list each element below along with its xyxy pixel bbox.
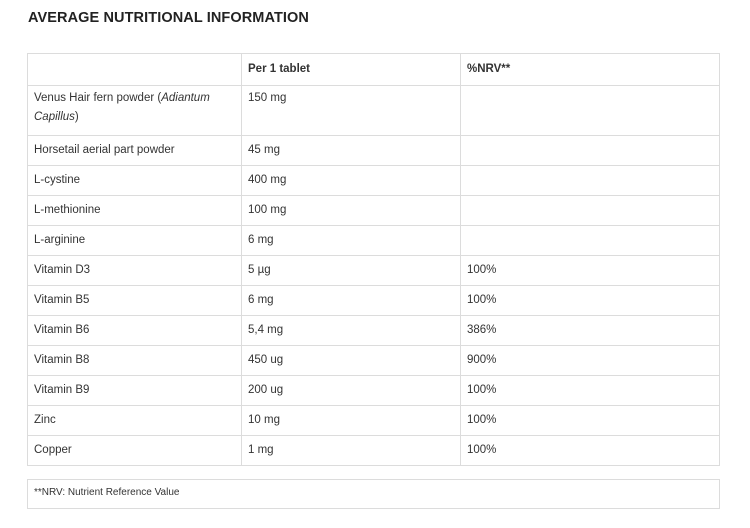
ingredient-name-end: ) (74, 111, 79, 123)
footnote: **NRV: Nutrient Reference Value (34, 487, 180, 498)
amount-per-tablet: 6 mg (242, 226, 461, 256)
amount-per-tablet: 150 mg (242, 86, 461, 136)
nrv-value: 100% (461, 406, 720, 436)
ingredient-name: Copper (28, 436, 242, 466)
table-row (28, 256, 720, 286)
amount-per-tablet: 100 mg (242, 196, 461, 226)
header-ingredient (28, 54, 242, 86)
amount-per-tablet: 5,4 mg (242, 316, 461, 346)
table-row (28, 166, 720, 196)
nrv-value (461, 86, 720, 136)
ingredient-name: L-cystine (28, 166, 242, 196)
ingredient-name: Vitamin B9 (28, 376, 242, 406)
table-header-row (28, 54, 720, 86)
nrv-value: 386% (461, 316, 720, 346)
header-per-tablet: Per 1 tablet (242, 54, 461, 86)
ingredient-name-text: Venus Hair fern powder ( (34, 92, 162, 104)
ingredient-name: Vitamin D3 (28, 256, 242, 286)
table-row (28, 376, 720, 406)
table-row (28, 346, 720, 376)
table-row (28, 136, 720, 166)
table-row (28, 196, 720, 226)
nrv-value: 900% (461, 346, 720, 376)
table-row (28, 436, 720, 466)
nrv-value (461, 136, 720, 166)
header-nrv: %NRV** (461, 54, 720, 86)
table-row (28, 316, 720, 346)
nrv-value (461, 166, 720, 196)
nrv-value: 100% (461, 256, 720, 286)
ingredient-name (28, 86, 242, 136)
ingredient-name: Vitamin B8 (28, 346, 242, 376)
amount-per-tablet: 200 ug (242, 376, 461, 406)
table-row (28, 226, 720, 256)
nrv-value: 100% (461, 436, 720, 466)
ingredient-name: Horsetail aerial part powder (28, 136, 242, 166)
amount-per-tablet: 45 mg (242, 136, 461, 166)
ingredient-name: L-methionine (28, 196, 242, 226)
table-row (28, 406, 720, 436)
ingredient-latin-name: Adiantum Capillus (34, 92, 210, 123)
amount-per-tablet: 1 mg (242, 436, 461, 466)
amount-per-tablet: 10 mg (242, 406, 461, 436)
amount-per-tablet: 5 µg (242, 256, 461, 286)
footnote-box (27, 479, 720, 509)
nrv-value (461, 196, 720, 226)
table-row (28, 286, 720, 316)
ingredient-name: Vitamin B6 (28, 316, 242, 346)
ingredient-name: Vitamin B5 (28, 286, 242, 316)
page-title: AVERAGE NUTRITIONAL INFORMATION (28, 10, 310, 26)
amount-per-tablet: 400 mg (242, 166, 461, 196)
amount-per-tablet: 6 mg (242, 286, 461, 316)
table-row (28, 86, 720, 136)
nrv-value (461, 226, 720, 256)
amount-per-tablet: 450 ug (242, 346, 461, 376)
ingredient-name: L-arginine (28, 226, 242, 256)
nrv-value: 100% (461, 376, 720, 406)
nutrition-table (27, 53, 720, 466)
ingredient-name: Zinc (28, 406, 242, 436)
nrv-value: 100% (461, 286, 720, 316)
